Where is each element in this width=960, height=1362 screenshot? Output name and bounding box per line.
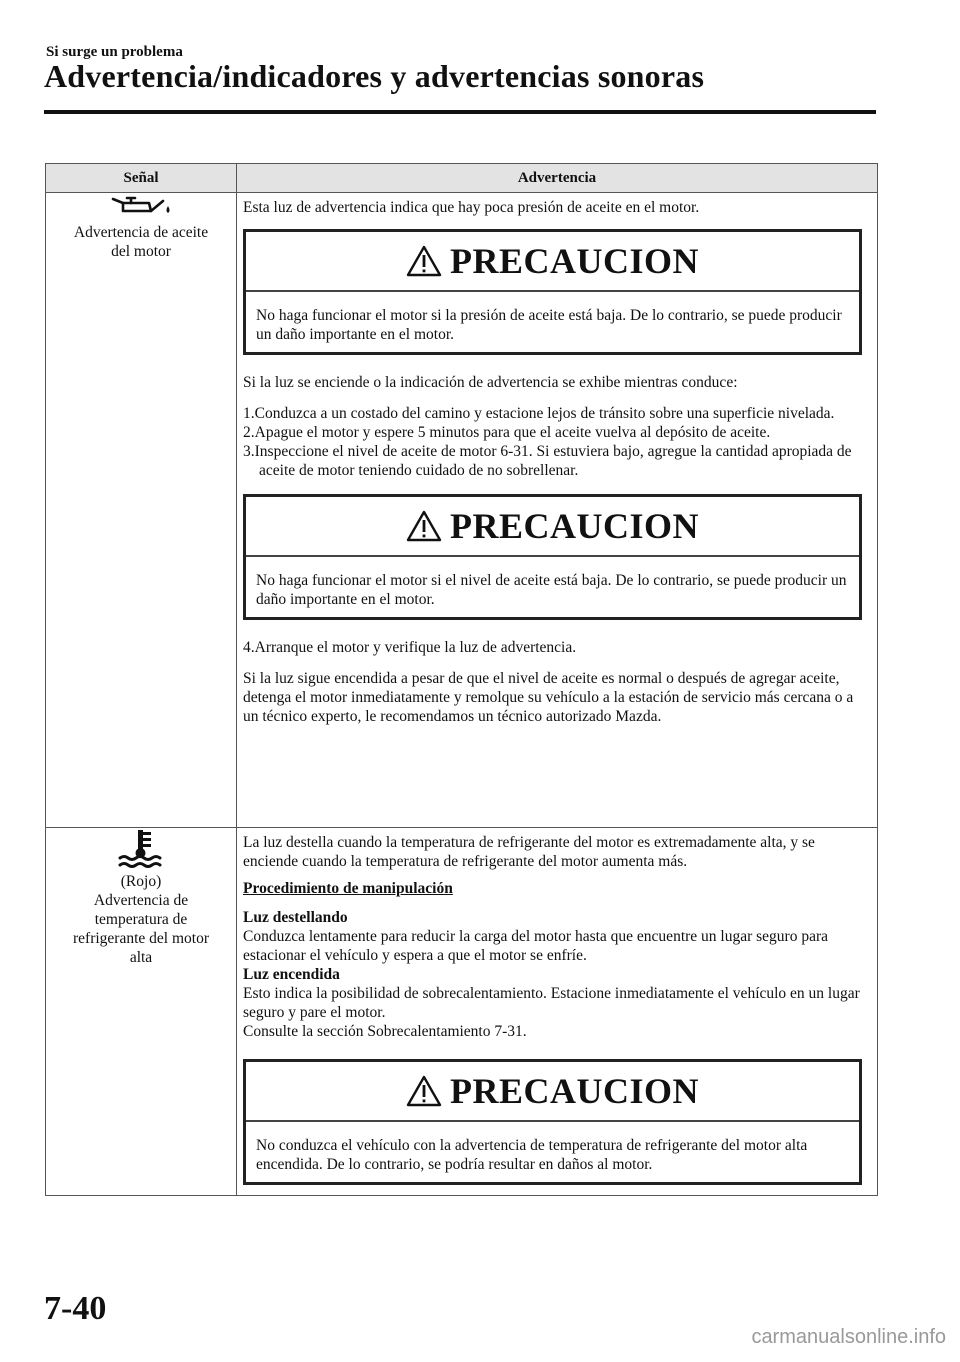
coolant-intro-text: La luz destella cuando la temperatura de refrigerante del motor es extremadamente alta, y se enciende cuando la temperatura de refrigerante del motor aumenta más. xyxy=(243,834,815,870)
table-row xyxy=(46,828,878,1196)
signal-cell-oil xyxy=(46,193,237,828)
flashing-heading: Luz destellando xyxy=(243,909,348,926)
list-item: 2.Apague el motor y espere 5 minutos para que el aceite vuelva al depósito de aceite. xyxy=(243,424,771,441)
caution-box xyxy=(243,229,862,355)
list-item: 1.Conduzca a un costado del camino y estacione lejos de tránsito sobre una superficie nivelada. xyxy=(243,405,835,422)
signal-label-line: del motor xyxy=(111,243,171,260)
flashing-text: Conduzca lentamente para reducir la carga del motor hasta que encuentre un lugar seguro para estacionar el vehículo y espera a que el motor se enfríe. xyxy=(243,928,829,964)
on-heading: Luz encendida xyxy=(243,966,340,983)
page-number: 7-40 xyxy=(44,1290,107,1327)
section-label: Si surge un problema xyxy=(46,44,183,60)
coolant-temperature-icon xyxy=(116,828,166,868)
signal-label-line: refrigerante del motor xyxy=(73,930,209,947)
column-header-warning: Advertencia xyxy=(237,164,878,193)
warning-triangle-icon xyxy=(406,510,442,542)
procedure-heading: Procedimiento de manipulación xyxy=(243,880,453,897)
signal-label-line: alta xyxy=(129,949,153,966)
list-item: 3.Inspeccione el nivel de aceite de motor 6-31. Si estuviera bajo, agregue la cantidad apropiada de aceite de motor teniendo cuidado de no sobrellenar. xyxy=(243,443,852,479)
signal-label-line: Advertencia de aceite xyxy=(73,224,209,241)
oil-closing-text: Si la luz sigue encendida a pesar de que el nivel de aceite es normal o después de agregar aceite, detenga el motor inmediatamente y remolque su vehículo a la estación de servicio más cercana o a un técnico experto, le recomendamos un técnico autorizado Mazda. xyxy=(243,670,854,725)
warning-cell-oil xyxy=(237,193,878,828)
caution-text: No haga funcionar el motor si el nivel de aceite está baja. De lo contrario, se puede producir un daño importante en el motor. xyxy=(256,572,847,608)
caution-header xyxy=(246,497,859,557)
signal-label-line: temperatura de xyxy=(94,911,188,928)
caution-text: No haga funcionar el motor si la presión de aceite está baja. De lo contrario, se puede producir un daño importante en el motor. xyxy=(256,307,842,343)
caution-header xyxy=(246,1062,859,1122)
table-row xyxy=(46,193,878,828)
warning-table xyxy=(45,163,878,1196)
signal-cell-coolant xyxy=(46,828,237,1196)
oil-steps-list xyxy=(243,404,871,480)
oil-if-on-text: Si la luz se enciende o la indicación de advertencia se exhibe mientras conduce: xyxy=(243,374,738,391)
caution-title: PRECAUCION xyxy=(449,1070,699,1111)
page-title: Advertencia/indicadores y advertencias sonoras xyxy=(44,58,705,94)
warning-triangle-icon xyxy=(406,245,442,277)
caution-title: PRECAUCION xyxy=(449,505,699,546)
title-divider xyxy=(44,110,876,114)
column-header-signal: Señal xyxy=(46,164,237,193)
caution-header xyxy=(246,232,859,292)
signal-label-line: Advertencia de xyxy=(93,892,189,909)
caution-title: PRECAUCION xyxy=(449,240,699,281)
table-header-row xyxy=(46,164,878,193)
oil-step-4: 4.Arranque el motor y verifique la luz de advertencia. xyxy=(243,639,577,656)
caution-box xyxy=(243,1059,862,1185)
oil-can-icon xyxy=(109,193,173,219)
watermark-link[interactable]: carmanualsonline.info xyxy=(751,1326,946,1348)
warning-triangle-icon xyxy=(406,1075,442,1107)
caution-box xyxy=(243,494,862,620)
caution-text: No conduzca el vehículo con la advertencia de temperatura de refrigerante del motor alta encendida. De lo contrario, se podría resultar en daños al motor. xyxy=(256,1137,808,1173)
on-text: Esto indica la posibilidad de sobrecalentamiento. Estacione inmediatamente el vehículo en un lugar seguro y pare el motor. xyxy=(243,985,860,1021)
refer-text: Consulte la sección Sobrecalentamiento 7-31. xyxy=(243,1023,527,1040)
oil-intro-text: Esta luz de advertencia indica que hay poca presión de aceite en el motor. xyxy=(243,199,700,216)
signal-label-line: (Rojo) xyxy=(120,873,162,890)
warning-cell-coolant xyxy=(237,828,878,1196)
